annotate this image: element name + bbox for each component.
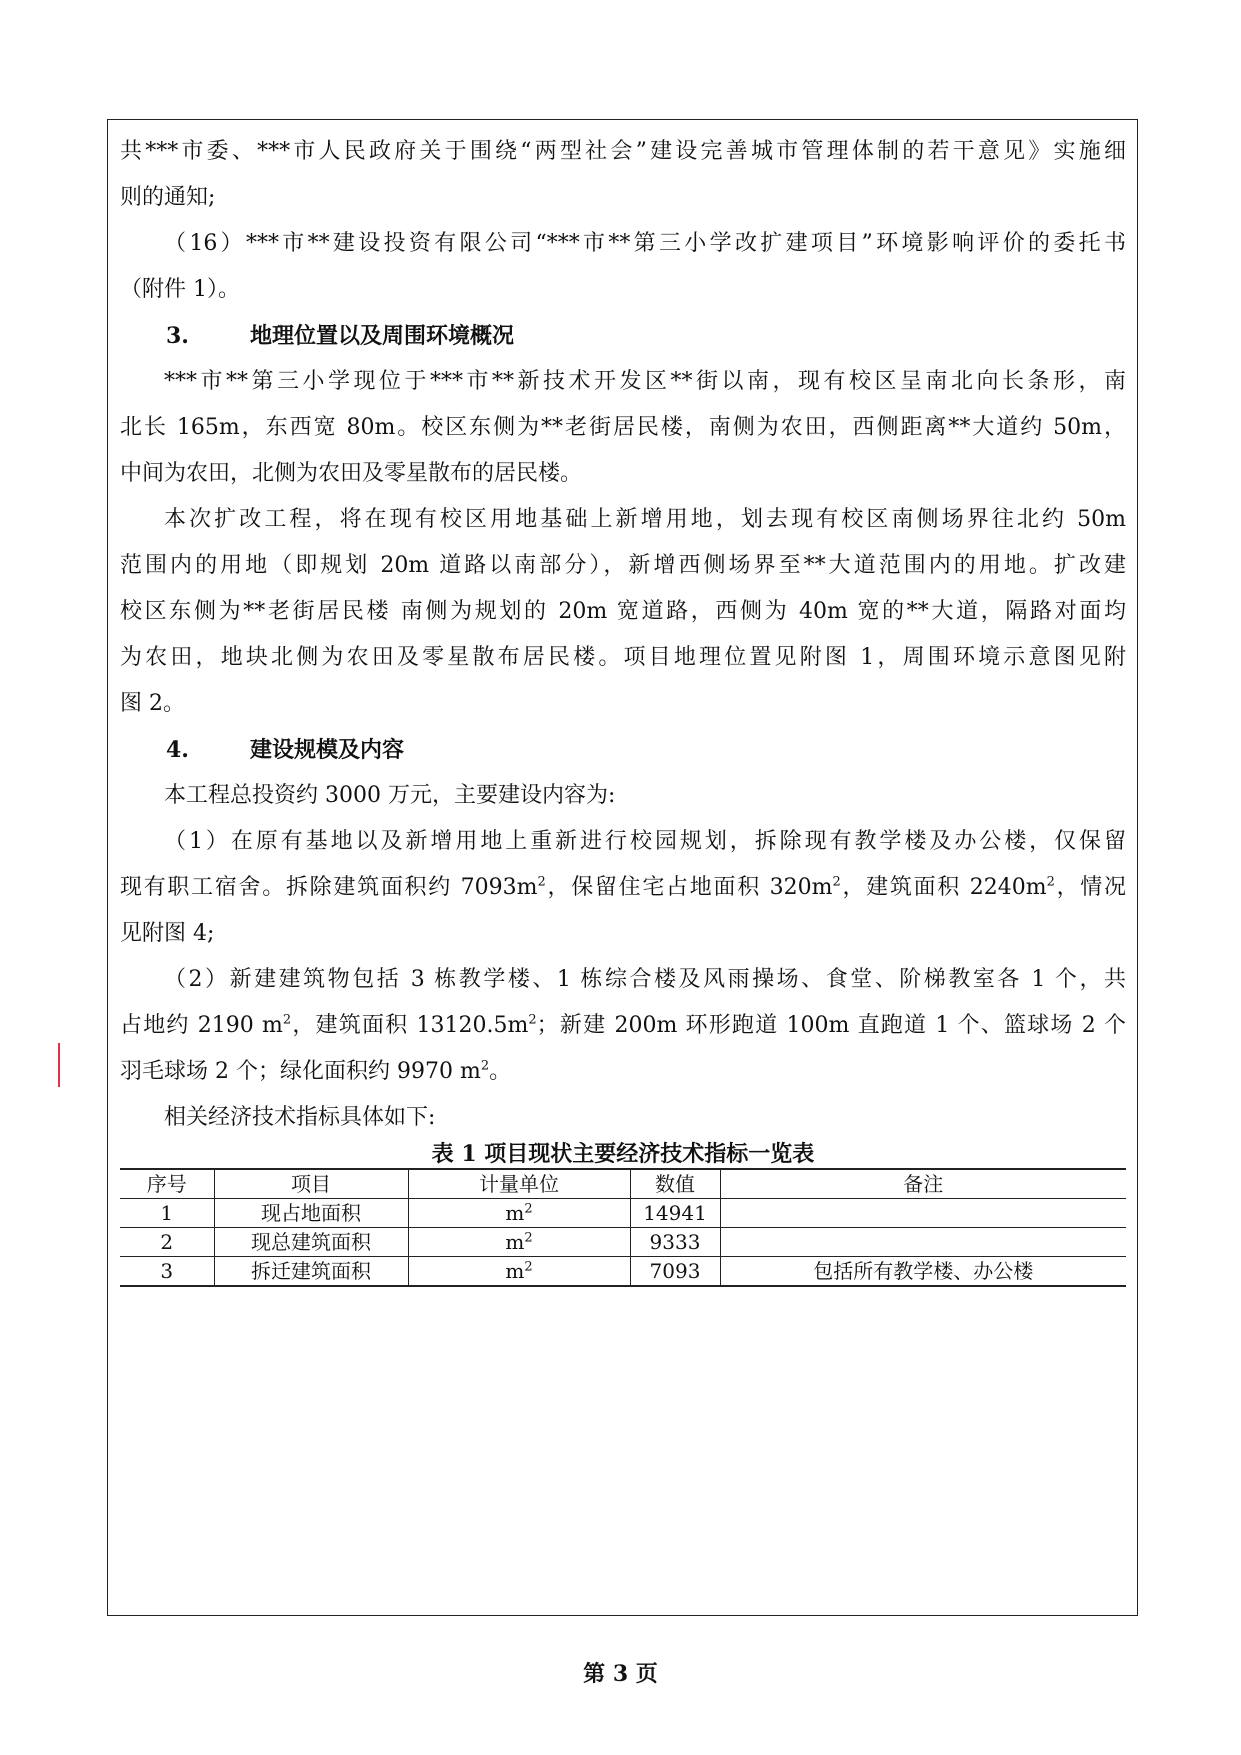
body-line: （附件 1）。 [120, 277, 240, 302]
cell-value: 14941 [630, 1199, 720, 1228]
text-run: 。 [489, 1059, 512, 1084]
cell-item: 现总建筑面积 [214, 1228, 408, 1257]
cell-note [720, 1199, 1126, 1228]
body-line: 图 2。 [120, 691, 185, 716]
cell-unit [408, 1228, 630, 1257]
body-line: 北长 165m，东西宽 80m。校区东侧为**老街居民楼，南侧为农田，西侧距离**大道约 50m， [120, 415, 1126, 440]
cell-no: 1 [120, 1199, 214, 1228]
indicators-table [120, 1168, 1126, 1287]
table-header-row [120, 1169, 1126, 1199]
cell-no: 2 [120, 1228, 214, 1257]
cell-unit [408, 1257, 630, 1287]
cell-value: 7093 [630, 1257, 720, 1287]
body-line: 则的通知; [120, 185, 216, 210]
body-line [120, 1003, 1126, 1049]
unit-sup: 2 [524, 1259, 533, 1275]
superscript: 2 [537, 874, 546, 890]
cell-item: 现占地面积 [214, 1199, 408, 1228]
column-header: 备注 [720, 1169, 1126, 1199]
text-run: ，建筑面积 13120.5m [291, 1013, 529, 1038]
cell-note [720, 1228, 1126, 1257]
superscript: 2 [528, 1012, 537, 1028]
body-line [120, 865, 1126, 911]
body-line: 为农田，地块北侧为农田及零星散布居民楼。项目地理位置见附图 1，周围环境示意图见附 [120, 645, 1126, 670]
section-title: 建设规模及内容 [250, 737, 405, 763]
body-line: 共***市委、***市人民政府关于围绕“两型社会”建设完善城市管理体制的若干意见》实施细 [120, 139, 1126, 164]
unit-sup: 2 [524, 1230, 533, 1246]
body-line: 校区东侧为**老街居民楼 南侧为规划的 20m 宽道路，西侧为 40m 宽的**大道，隔路对面均 [120, 599, 1126, 624]
section-number: 3. [166, 323, 189, 349]
body-line: 中间为农田，北侧为农田及零星散布的居民楼。 [120, 461, 583, 486]
body-line: ***市**第三小学现位于***市**新技术开发区**街以南，现有校区呈南北向长条形，南 [164, 369, 1126, 394]
text-run: 羽毛球场 2 个；绿化面积约 9970 m [120, 1059, 481, 1084]
unit-base: m [505, 1201, 525, 1225]
table-row [120, 1228, 1126, 1257]
revision-margin-mark [58, 1043, 60, 1087]
column-header: 项目 [214, 1169, 408, 1199]
text-run: ，建筑面积 2240m [840, 875, 1047, 900]
body-line: （16）***市**建设投资有限公司“***市**第三小学改扩建项目”环境影响评价的委托书 [164, 231, 1126, 256]
section-number: 4. [166, 737, 189, 763]
text-run: ，情况 [1054, 875, 1126, 900]
text-run: 现有职工宿舍。拆除建筑面积约 7093m [120, 875, 538, 900]
table-row [120, 1257, 1126, 1287]
section-heading-3 [120, 313, 1126, 359]
superscript: 2 [480, 1058, 490, 1074]
cell-value: 9333 [630, 1228, 720, 1257]
body-line: （2）新建建筑物包括 3 栋教学楼、1 栋综合楼及风雨操场、食堂、阶梯教室各 1 个，共 [164, 967, 1126, 992]
cell-no: 3 [120, 1257, 214, 1287]
table-title: 表 1 项目现状主要经济技术指标一览表 [431, 1141, 815, 1167]
cell-unit [408, 1199, 630, 1228]
body-line: 相关经济技术指标具体如下: [164, 1105, 436, 1130]
page-number: 第 3 页 [583, 1661, 658, 1687]
body-line: （1）在原有基地以及新增用地上重新进行校园规划，拆除现有教学楼及办公楼，仅保留 [164, 829, 1126, 854]
column-header: 序号 [120, 1169, 214, 1199]
text-run: ；新建 200m 环形跑道 100m 直跑道 1 个、篮球场 2 个 [536, 1013, 1126, 1038]
superscript: 2 [282, 1012, 292, 1028]
body-line: 范围内的用地（即规划 20m 道路以南部分），新增西侧场界至**大道范围内的用地。扩改建 [120, 553, 1126, 578]
superscript: 2 [1046, 874, 1055, 890]
cell-note: 包括所有教学楼、办公楼 [720, 1257, 1126, 1287]
unit-sup: 2 [524, 1201, 533, 1217]
body-line: 见附图 4; [120, 921, 215, 946]
text-run: 占地约 2190 m [120, 1013, 283, 1038]
document-body [120, 129, 1126, 1141]
column-header: 计量单位 [408, 1169, 630, 1199]
section-title: 地理位置以及周围环境概况 [250, 323, 515, 349]
cell-item: 拆迁建筑面积 [214, 1257, 408, 1287]
unit-base: m [505, 1230, 525, 1254]
column-header: 数值 [630, 1169, 720, 1199]
section-heading-4 [120, 727, 1126, 773]
body-line: 本工程总投资约 3000 万元，主要建设内容为: [164, 783, 616, 808]
superscript: 2 [832, 874, 841, 890]
body-line: 本次扩改工程，将在现有校区用地基础上新增用地，划去现有校区南侧场界往北约 50m [164, 507, 1126, 532]
unit-base: m [505, 1259, 525, 1283]
table-row [120, 1199, 1126, 1228]
text-run: ，保留住宅占地面积 320m [545, 875, 833, 900]
body-line [120, 1049, 1126, 1095]
